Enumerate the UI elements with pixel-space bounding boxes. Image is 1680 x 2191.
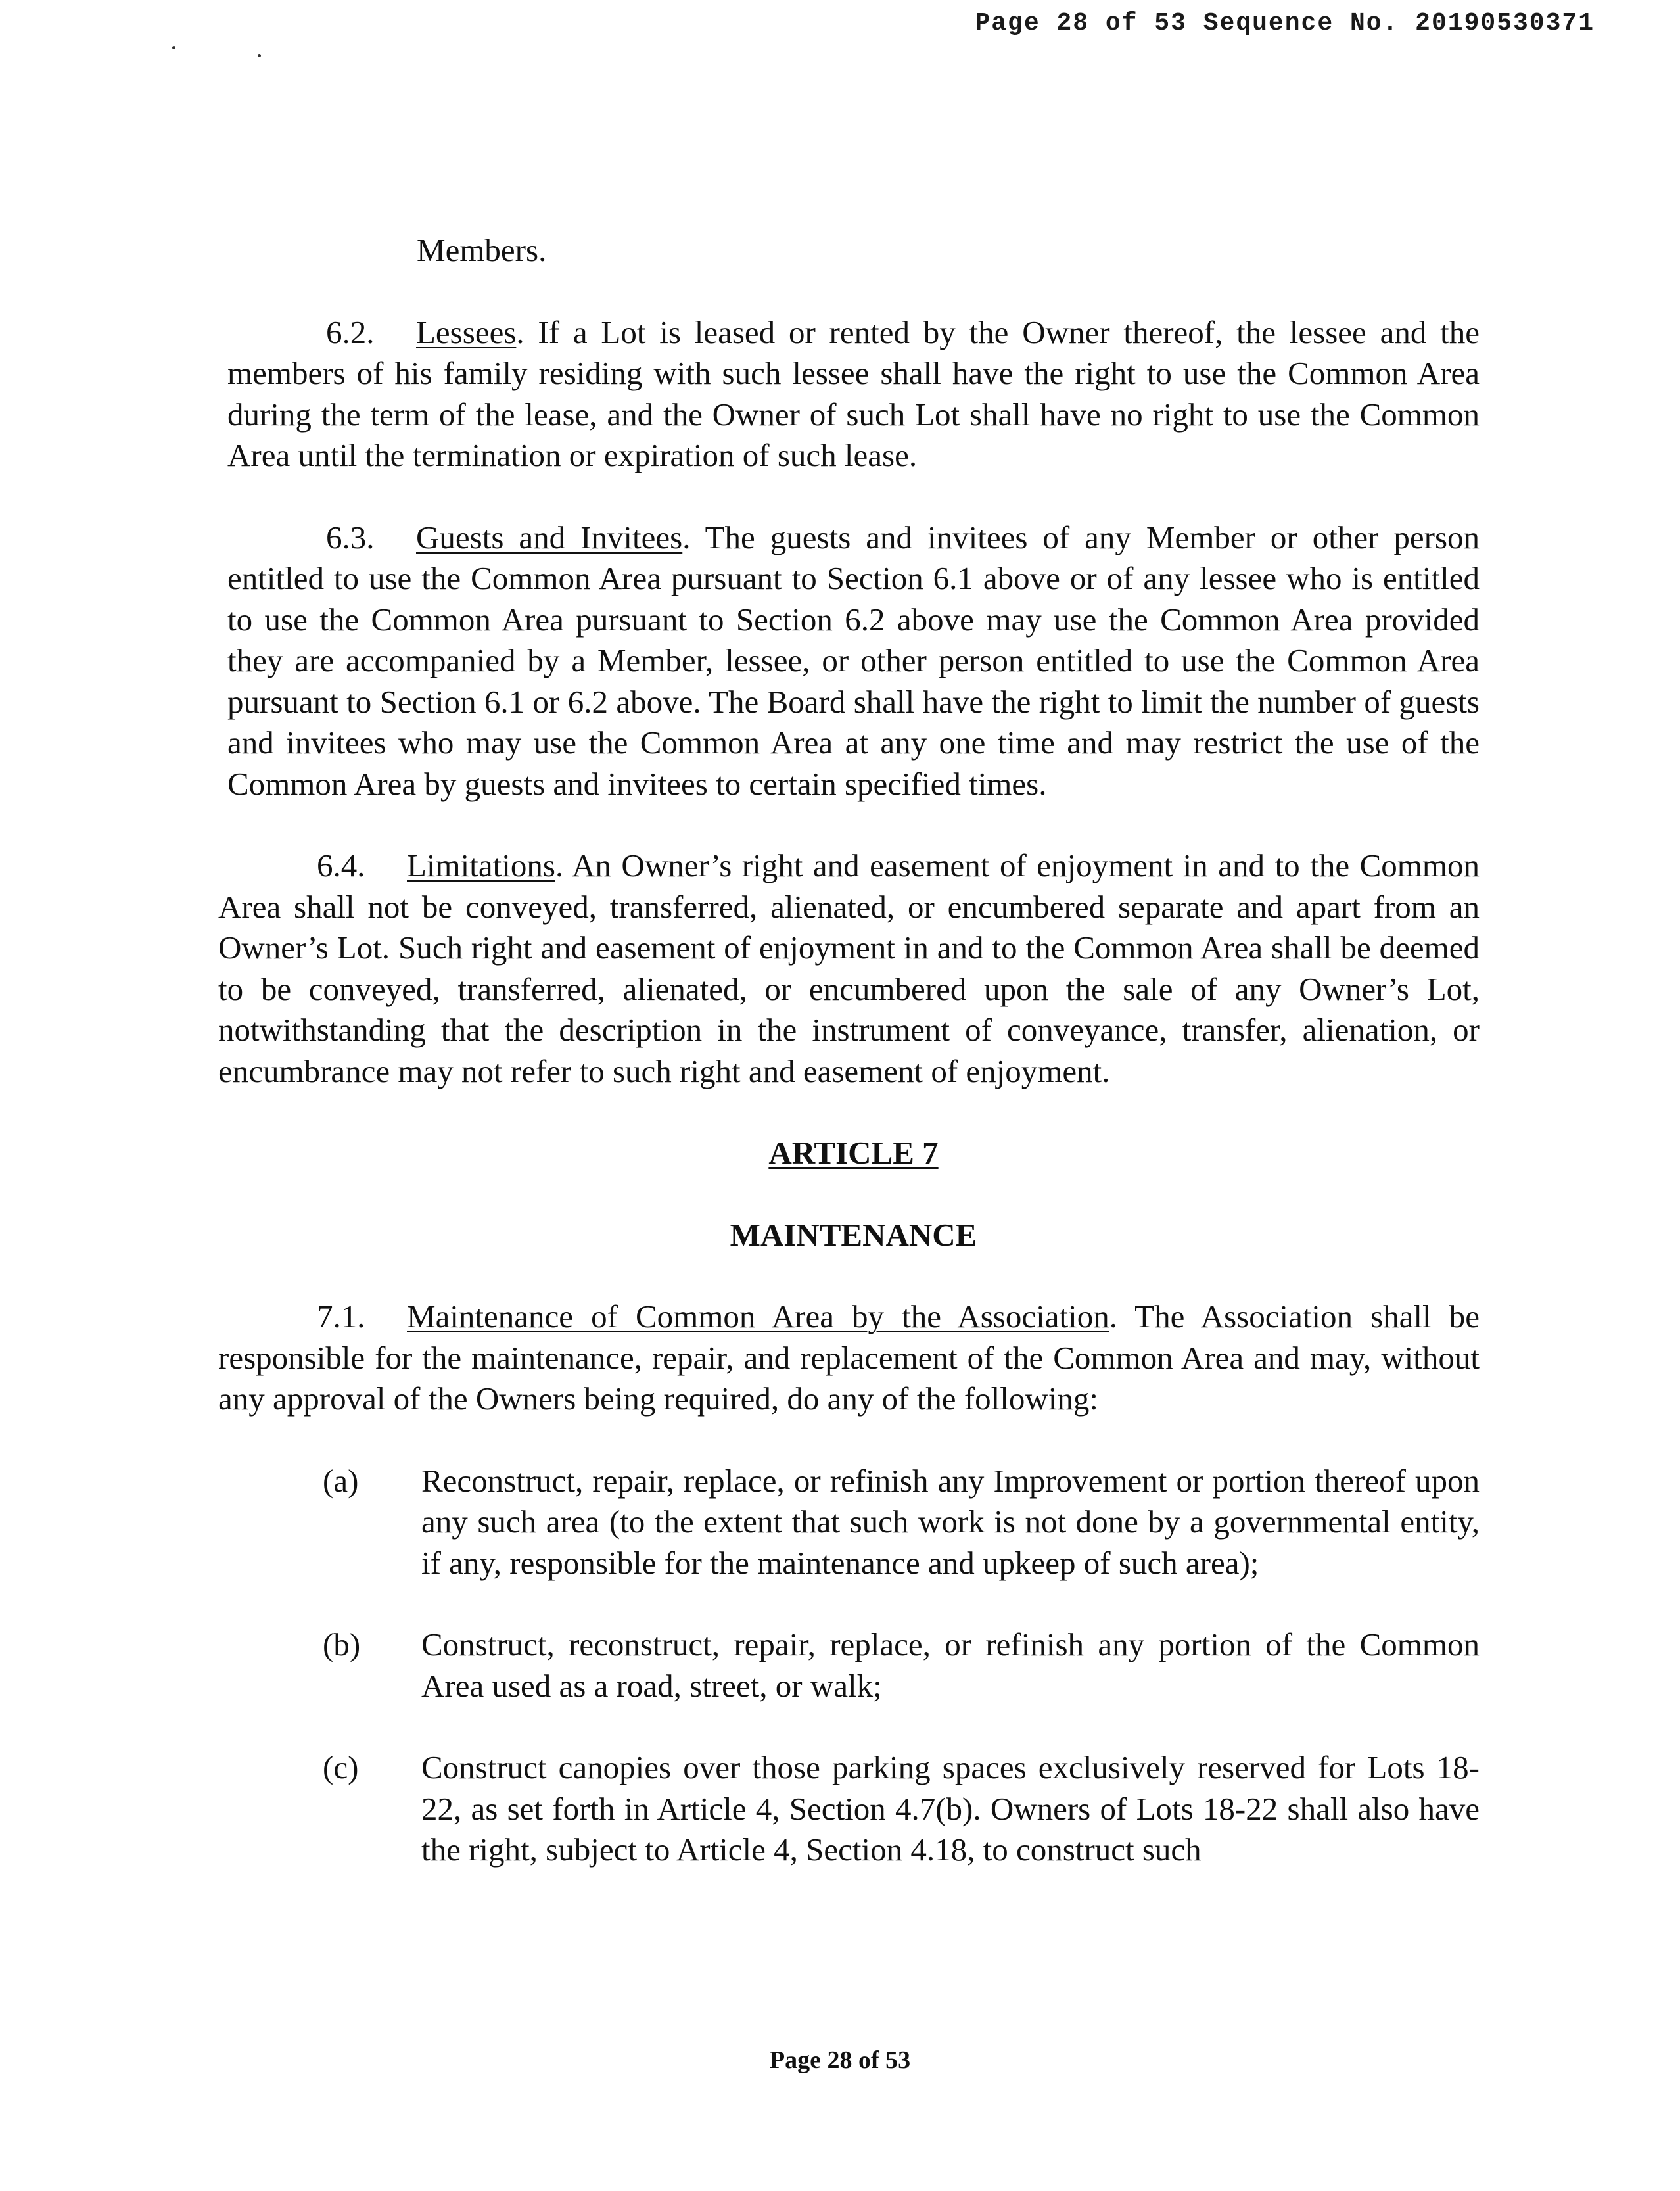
list-item-c	[323, 1747, 1480, 1871]
list-text: Construct canopies over those parking spaces exclusively reserved for Lots 18-22, as set forth in Article 4, Section 4.7(b). Owners of Lots 18-22 shall also have the right, subject to Article 4, Section 4.18, to construct such	[421, 1749, 1480, 1868]
scan-speck	[172, 46, 175, 49]
list-text: Reconstruct, repair, replace, or refinish any Improvement or portion thereof upon any such area (to the extent that such work is not done by a governmental entity, if any, responsible for the maintenance and upkeep of such area);	[421, 1462, 1480, 1581]
list-item-b	[323, 1624, 1480, 1707]
section-title: Guests and Invitees	[416, 519, 683, 555]
list-label: (b)	[323, 1626, 361, 1662]
section-text: If a Lot is leased or rented by the Owner thereof, the lessee and the members of his family residing with such lessee shall have the right to use the Common Area during the term of the lease, and the Owner of such Lot shall have no right to use the Common Area until the termination or expiration of such lease.	[227, 314, 1480, 473]
section-number: 7.1.	[317, 1298, 365, 1334]
section-text: An Owner’s right and easement of enjoyment in and to the Common Area shall not be conveyed, transferred, alienated, or encumbered separate and apart from an Owner’s Lot. Such right and easement of enjoyment in and to the Common Area shall be deemed to be conveyed, transferred, alienated, or encumbered upon the sale of any Owner’s Lot, notwithstanding that the description in the instrument of conveyance, transfer, alienation, or encumbrance may not refer to such right and easement of enjoyment.	[218, 847, 1480, 1089]
section-6-2: 6.2. Lessees. If a Lot is leased or rented by the Owner thereof, the lessee and the members of his family residing with such lessee shall have the right to use the Common Area during the term of the lease, and the Owner of such Lot shall have no right to use the Common Area until the termination or expiration of such lease.	[227, 312, 1480, 477]
continuation-text: Members.	[417, 232, 547, 268]
section-title: Lessees	[416, 314, 517, 350]
scan-speck	[258, 54, 261, 57]
article-subheading: MAINTENANCE	[730, 1216, 977, 1253]
section-text: The Association shall be responsible for the maintenance, repair, and replacement of the Common Area and may, without any approval of the Owners being required, do any of the following:	[218, 1298, 1480, 1417]
section-6-3: 6.3. Guests and Invitees. The guests and invitees of any Member or other person entitled to use the Common Area pursuant to Section 6.1 above or of any lessee who is entitled to use the Common Area pursuant to Section 6.2 above may use the Common Area provided they are accompanied by a Member, lessee, or other person entitled to use the Common Area pursuant to Section 6.1 or 6.2 above. The Board shall have the right to limit the number of guests and invitees who may use the Common Area at any one time and may restrict the use of the Common Area by guests and invitees to certain specified times.	[227, 517, 1480, 805]
section-number: 6.2.	[326, 314, 375, 350]
list-text: Construct, reconstruct, repair, replace, or refinish any portion of the Common Area used as a road, street, or walk;	[421, 1626, 1480, 1704]
page-footer: Page 28 of 53	[769, 2046, 911, 2074]
section-title: Limitations	[407, 847, 555, 883]
section-number: 6.4.	[317, 847, 365, 883]
list-label: (c)	[323, 1749, 359, 1785]
section-title: Maintenance of Common Area by the Association	[407, 1298, 1109, 1334]
document-body	[218, 230, 1480, 1871]
section-6-4: 6.4. Limitations. An Owner’s right and easement of enjoyment in and to the Common Area shall not be conveyed, transferred, alienated, or encumbered separate and apart from an Owner’s Lot. Such right and easement of enjoyment in and to the Common Area shall be deemed to be conveyed, transferred, alienated, or encumbered upon the sale of any Owner’s Lot, notwithstanding that the description in the instrument of conveyance, transfer, alienation, or encumbrance may not refer to such right and easement of enjoyment.	[218, 845, 1480, 1092]
section-number: 6.3.	[326, 519, 375, 555]
list-label: (a)	[323, 1462, 359, 1499]
section-7-1: 7.1. Maintenance of Common Area by the Association. The Association shall be responsible for the maintenance, repair, and replacement of the Common Area and may, without any approval of the Owners being required, do any of the following:	[218, 1296, 1480, 1420]
section-text: The guests and invitees of any Member or other person entitled to use the Common Area pursuant to Section 6.1 above or of any lessee who is entitled to use the Common Area pursuant to Section 6.2 above may use the Common Area provided they are accompanied by a Member, lessee, or other person entitled to use the Common Area pursuant to Section 6.1 or 6.2 above. The Board shall have the right to limit the number of guests and invitees who may use the Common Area at any one time and may restrict the use of the Common Area by guests and invitees to certain specified times.	[227, 519, 1480, 802]
list-item-a	[323, 1461, 1480, 1584]
sequence-header: Page 28 of 53 Sequence No. 20190530371	[975, 9, 1595, 37]
article-heading: ARTICLE 7	[768, 1135, 939, 1171]
